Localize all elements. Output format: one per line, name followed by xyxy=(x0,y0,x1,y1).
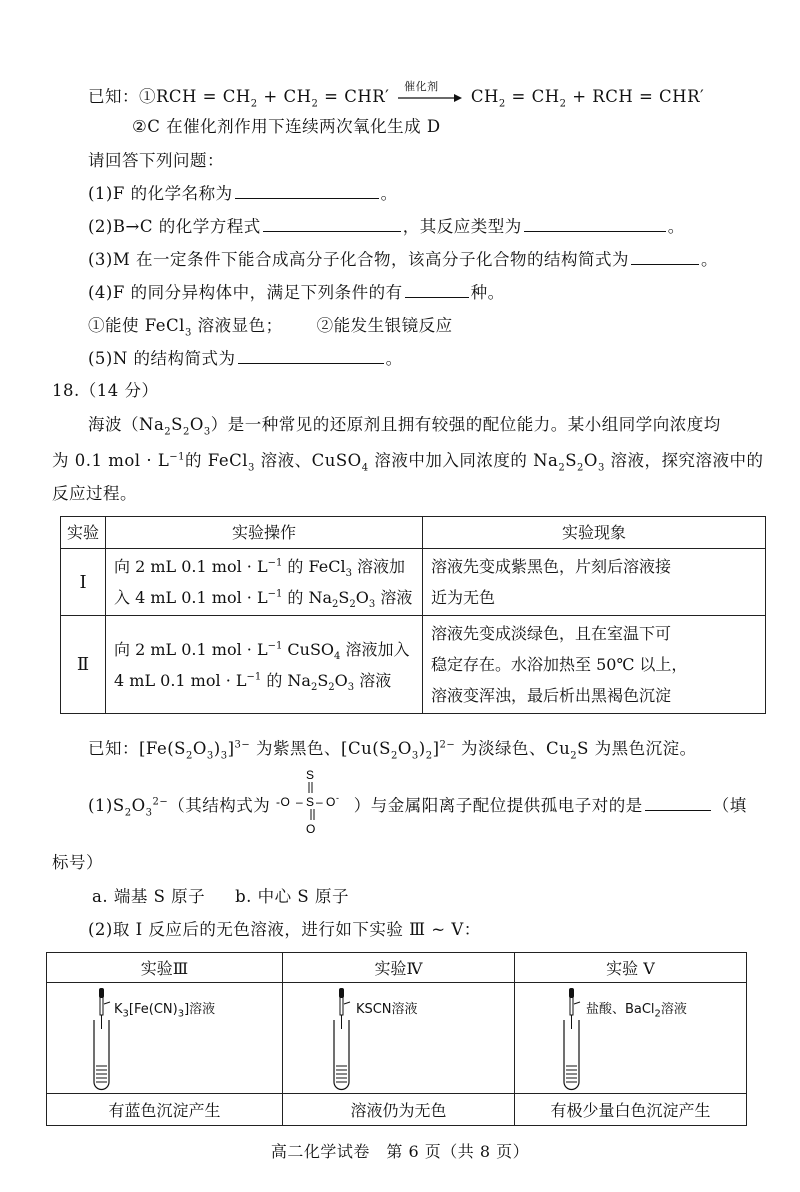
result-cell: 有蓝色沉淀产生 xyxy=(47,1094,283,1126)
page-footer: 高二化学试卷 第 6 页（共 8 页） xyxy=(270,1142,530,1161)
arrow-icon xyxy=(398,91,462,105)
reagent-label: KSCN溶液 xyxy=(355,1002,418,1017)
table-row: Ⅱ 向 2 mL 0.1 mol · $L^{-1}$ CuSO$_4$ 溶液加入 4 mL 0.1 mol · $L^{-1}$ 的 $Na_2S_2O_3$ 溶液 溶液先变成淡绿色，且在室温下可 稳定存在。水浴加热至 50℃ 以上， 溶液变浑浊，最后析出黑褐色沉淀 xyxy=(61,616,766,714)
answer-blank[interactable] xyxy=(524,216,666,232)
apparatus-cell xyxy=(514,983,746,1094)
question-4: (4)F 的同分异构体中，满足下列条件的有 种。 xyxy=(88,283,505,302)
question-18-title: 18.（14 分） xyxy=(52,381,159,400)
reagent-label: 盐酸、BaCl$_2$溶液 xyxy=(585,1002,687,1020)
experiment-table-2 xyxy=(46,952,747,1126)
answer-blank[interactable] xyxy=(405,282,469,298)
svg-text:-: - xyxy=(335,792,340,803)
known-reaction-line: 已知：①RCH = $CH_2 + CH_2 = CHR'$ 催化剂 $CH_2 = CH_2$ + RCH = CHR′ xyxy=(88,79,705,110)
table-header: 实验操作 xyxy=(106,517,423,549)
intro-line-1: 海波$(Na_2S_2O_3)$是一种常见的还原剂且拥有较强的配位能力。某小组同学向浓度均 xyxy=(88,415,721,438)
conditions: ①能使 FeCl$_3$ 溶液显色； ②能发生银镜反应 xyxy=(88,316,453,339)
prompt: 请回答下列问题： xyxy=(88,151,224,170)
part-1-question-cont: 标号） xyxy=(52,853,103,872)
question-1: (1)F 的化学名称为 。 xyxy=(88,184,398,203)
svg-text:–: – xyxy=(315,794,324,809)
intro-line-3: 反应过程。 xyxy=(52,484,137,503)
table-header: 实验Ⅲ xyxy=(47,953,283,983)
catalyst-arrow: 催化剂 xyxy=(398,91,462,105)
options: a. 端基 S 原子 b. 中心 S 原子 xyxy=(92,887,349,906)
svg-text:-O: -O xyxy=(275,794,291,809)
struct-top-s: S xyxy=(305,768,315,782)
apparatus-cell xyxy=(282,983,514,1094)
question-3: (3)M 在一定条件下能合成高分子化合物，该高分子化合物的结构简式为 。 xyxy=(88,250,719,269)
answer-blank[interactable] xyxy=(631,249,699,265)
svg-text:O: O xyxy=(305,821,316,836)
question-5: (5)N 的结构简式为 。 xyxy=(88,349,403,368)
svg-text:O: O xyxy=(325,794,336,809)
svg-text:–: – xyxy=(295,794,304,809)
part-1-question: $(1)S_2O_3^{2-}$（其结构式为 S -O – S – O - O ）与金属阳离子配位提供孤电子对的是 （填 xyxy=(88,795,747,817)
question-2: (2)B→C 的化学方程式 ，其反应类型为 。 xyxy=(88,217,685,236)
part-2-question: (2)取 Ⅰ 反应后的无色溶液，进行如下实验 Ⅲ ~ Ⅴ： xyxy=(88,920,481,939)
answer-blank[interactable] xyxy=(645,795,711,811)
table-header: 实验现象 xyxy=(423,517,766,549)
apparatus-cell xyxy=(47,983,283,1094)
result-cell: 溶液仍为无色 xyxy=(282,1094,514,1126)
result-cell: 有极少量白色沉淀产生 xyxy=(514,1094,746,1126)
experiment-table xyxy=(60,516,766,714)
known-3: 已知：$[Fe(S_2O_3)_3]^{3-}$ 为紫黑色、$[Cu(S_2O_3)_2]^{2-}$ 为淡绿色、$Cu_2S$ 为黑色沉淀。 xyxy=(88,739,697,762)
answer-blank[interactable] xyxy=(238,348,384,364)
known-2: ②C 在催化剂作用下连续两次氧化生成 D xyxy=(132,117,441,136)
svg-text:S: S xyxy=(305,794,315,809)
structure-diagram xyxy=(276,769,348,839)
table-header: 实验 xyxy=(61,517,106,549)
thiosulfate-structure xyxy=(275,768,348,836)
intro-line-2: 为 0.1 mol · $L^{-1}$的 FeCl$_3$ 溶液、CuSO$_4$ 溶液中加入同浓度的 $Na_2S_2O_3$ 溶液，探究溶液中的 xyxy=(52,451,764,474)
answer-blank[interactable] xyxy=(263,216,401,232)
table-header: 实验 Ⅴ xyxy=(514,953,746,983)
answer-blank[interactable] xyxy=(235,183,379,199)
table-row: Ⅰ 向 2 mL 0.1 mol · $L^{-1}$ 的 FeCl$_3$ 溶液加 入 4 mL 0.1 mol · $L^{-1}$ 的 $Na_2S_2O_3$ 溶液 溶液先变成紫黑色，片刻后溶液接 近为无色 xyxy=(61,549,766,616)
table-header: 实验Ⅳ xyxy=(282,953,514,983)
reagent-label: $K_3[Fe(CN)_3]$溶液 xyxy=(114,1002,216,1020)
